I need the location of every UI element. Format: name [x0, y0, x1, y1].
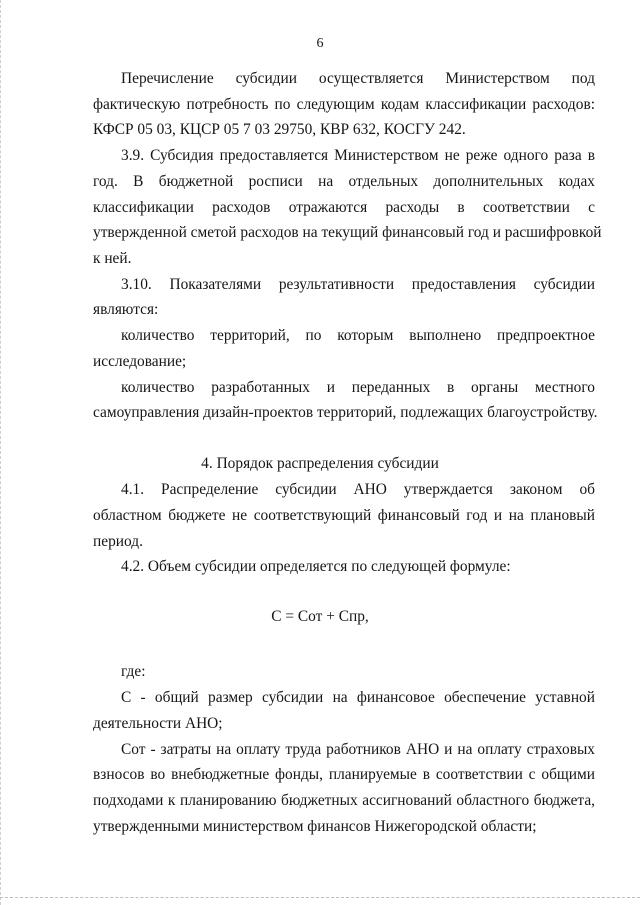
- paragraph-line: 4.1. Распределение субсидии АНО утверждается законом об: [121, 481, 595, 498]
- paragraph-line: Сот - затраты на оплату труда работников АНО и на оплату страховых: [121, 741, 595, 758]
- paragraph-line: количество территорий, по которым выполнено предпроектное: [121, 327, 595, 344]
- paragraph-line: утвержденными министерством финансов Нижегородской области;: [93, 818, 537, 835]
- scan-bottom-edge: [0, 897, 640, 899]
- paragraph-line: взносов во внебюджетные фонды, планируемые в соответствии с общими: [93, 766, 595, 783]
- paragraph-line: утвержденной сметой расходов на текущий финансовый год и расшифровкой: [93, 224, 602, 241]
- paragraph-line: период.: [93, 533, 143, 550]
- paragraph-line: являются:: [93, 301, 159, 318]
- paragraph-line: Перечисление субсидии осуществляется Министерством под: [121, 70, 595, 87]
- paragraph-line: исследование;: [93, 353, 187, 370]
- paragraph-line: фактическую потребность по следующим кодам классификации расходов:: [93, 96, 595, 113]
- formula: С = Сот + Спр,: [271, 608, 369, 625]
- paragraph-line: С - общий размер субсидии на финансовое обеспечение уставной: [121, 689, 595, 706]
- paragraph-line: 4.2. Объем субсидии определяется по следующей формуле:: [121, 558, 511, 575]
- paragraph-line: 3.10. Показателями результативности предоставления субсидии: [121, 276, 595, 293]
- scan-left-edge: [0, 0, 5, 905]
- paragraph-line: к ней.: [93, 250, 132, 267]
- paragraph-line: 3.9. Субсидия предоставляется Министерством не реже одного раза в: [121, 147, 595, 164]
- paragraph-line: классификации расходов отражаются расходы в соответствии с: [93, 199, 595, 216]
- paragraph-line: деятельности АНО;: [93, 715, 223, 732]
- paragraph-line: где:: [121, 663, 146, 680]
- paragraph-line: год. В бюджетной росписи на отдельных дополнительных кодах: [93, 173, 595, 190]
- section-heading: 4. Порядок распределения субсидии: [201, 455, 439, 472]
- paragraph-line: подходами к планированию бюджетных ассигнований областного бюджета,: [93, 792, 595, 809]
- paragraph-line: самоуправления дизайн-проектов территорий, подлежащих благоустройству.: [93, 404, 598, 421]
- paragraph-line: областном бюджете не соответствующий финансовый год и на плановый: [93, 507, 595, 524]
- page-number: 6: [316, 36, 324, 51]
- paragraph-line: КФСР 05 03, КЦСР 05 7 03 29750, КВР 632, КОСГУ 242.: [93, 121, 466, 138]
- paragraph-line: количество разработанных и переданных в органы местного: [121, 379, 595, 396]
